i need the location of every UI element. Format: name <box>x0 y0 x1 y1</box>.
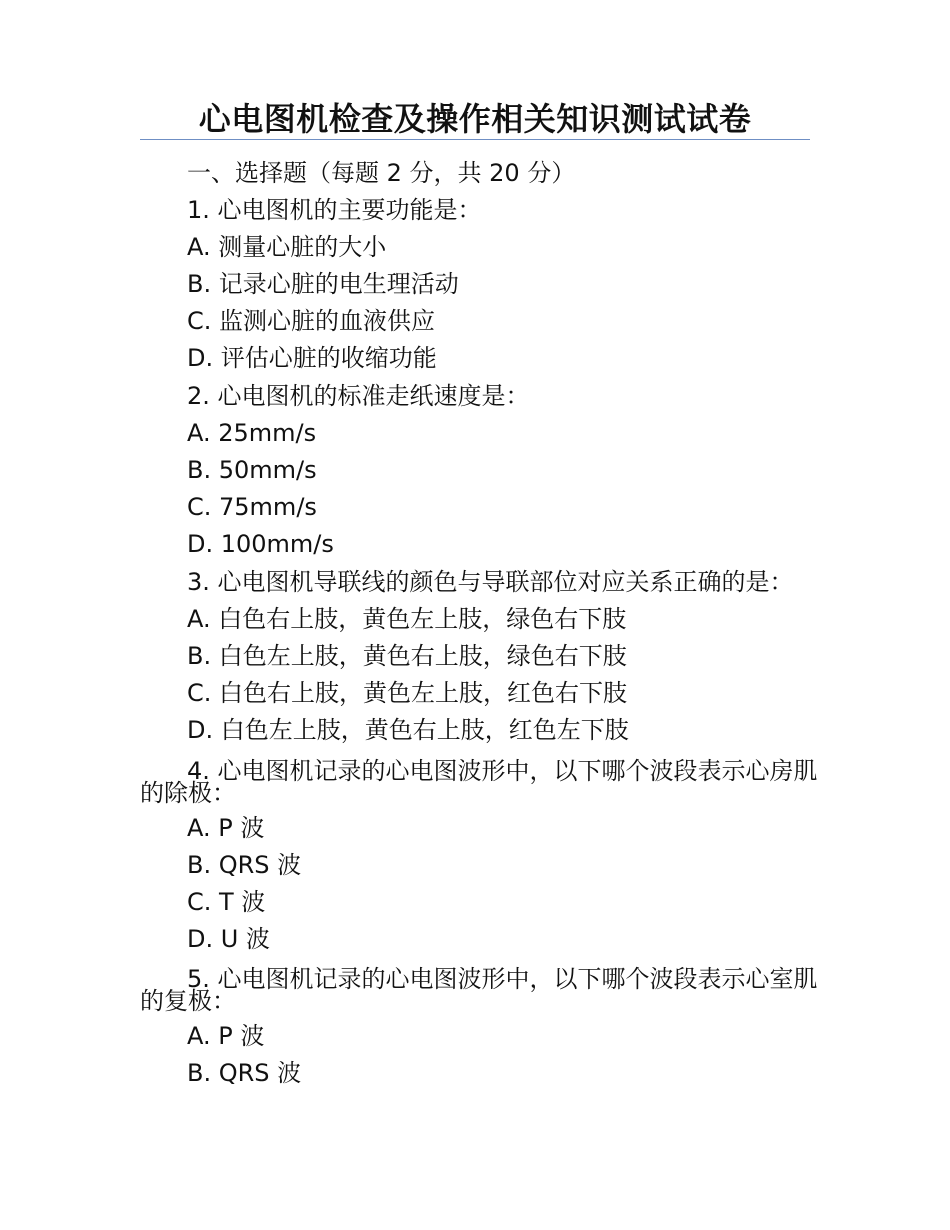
question-2-option-d: D. 100mm/s <box>187 530 334 558</box>
question-5-option-b: B. QRS 波 <box>187 1059 302 1087</box>
question-3-option-b: B. 白色左上肢，黄色右上肢，绿色右下肢 <box>187 642 627 670</box>
question-2-option-b: B. 50mm/s <box>187 456 317 484</box>
question-2-stem: 2. 心电图机的标准走纸速度是： <box>187 382 530 410</box>
question-5-stem: 5. 心电图机记录的心电图波形中，以下哪个波段表示心室肌的复极： <box>140 965 818 1015</box>
question-4-option-b: B. QRS 波 <box>187 851 302 879</box>
question-3-stem: 3. 心电图机导联线的颜色与导联部位对应关系正确的是： <box>187 568 794 596</box>
question-4-option-c: C. T 波 <box>187 888 266 916</box>
document-title: 心电图机检查及操作相关知识测试试卷 <box>198 100 752 138</box>
question-5-option-a: A. P 波 <box>187 1022 265 1050</box>
question-2-option-c: C. 75mm/s <box>187 493 317 521</box>
question-3-option-c: C. 白色右上肢，黄色左上肢，红色右下肢 <box>187 679 628 707</box>
question-1-option-d: D. 评估心脏的收缩功能 <box>187 344 437 372</box>
question-1-option-b: B. 记录心脏的电生理活动 <box>187 270 459 298</box>
question-1-option-a: A. 测量心脏的大小 <box>187 233 387 261</box>
question-4-option-a: A. P 波 <box>187 814 265 842</box>
question-2-option-a: A. 25mm/s <box>187 419 317 447</box>
question-4-stem: 4. 心电图机记录的心电图波形中，以下哪个波段表示心房肌的除极： <box>140 757 818 807</box>
question-1-option-c: C. 监测心脏的血液供应 <box>187 307 436 335</box>
question-3-option-a: A. 白色右上肢，黄色左上肢，绿色右下肢 <box>187 605 627 633</box>
section-heading: 一、选择题（每题 2 分，共 20 分） <box>187 159 576 187</box>
question-1-stem: 1. 心电图机的主要功能是： <box>187 196 482 224</box>
title-underline <box>140 139 810 140</box>
question-3-option-d: D. 白色左上肢，黄色右上肢，红色左下肢 <box>187 716 629 744</box>
question-4-option-d: D. U 波 <box>187 925 270 953</box>
